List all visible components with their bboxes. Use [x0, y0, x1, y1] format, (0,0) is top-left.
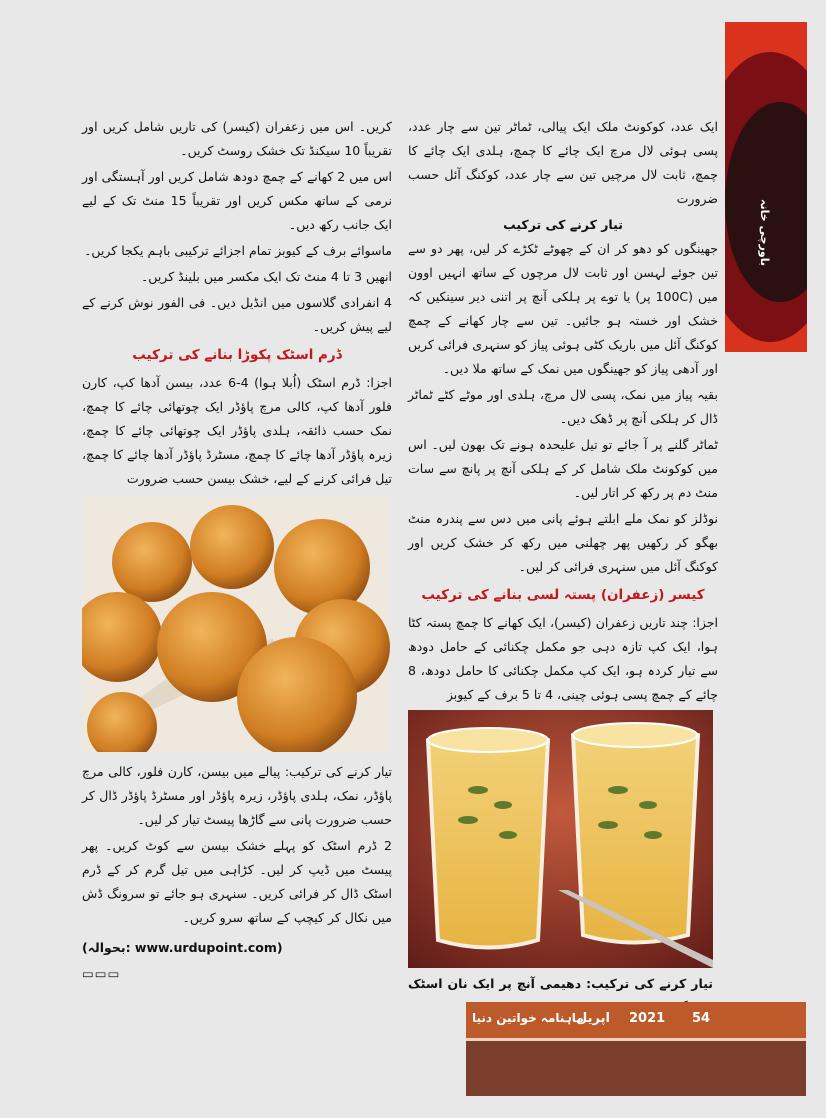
issue-month: اپریل [576, 1011, 610, 1026]
method-paragraph-4: نوڈلز کو نمک ملے ابلتے ہوئے پانی میں دس سے پندرہ منٹ بھگو کر رکھیں پھر چھلنی میں رکھ کر خشک کریں اور کوکنگ آئل میں سنہری فرائی کر لیں۔ [408, 511, 718, 574]
drumstick-step-1: تیار کرنے کی ترکیب: پیالے میں بیسن، کارن فلور، کالی مرچ پاؤڈر، نمک، ہلدی پاؤڈر، زیرہ پاؤڈر اور مسٹرڈ پاؤڈر ڈال کر حسب ضرورت پانی سے گاڑھا پیسٹ تیار کر لیں۔ [82, 764, 392, 827]
section-tab [725, 22, 807, 352]
lassi-method-caption: تیار کرنے کی ترکیب: دھیمی آنچ پر ایک نان اسٹک [408, 976, 713, 991]
drumstick-recipe-title: ڈرم اسٹک پکوڑا بنانے کی ترکیب [132, 347, 342, 363]
drumstick-method [82, 760, 392, 988]
lassi-step-1: کریں۔ اس میں زعفران (کیسر) کی تاریں شامل کریں اور تقریباً 10 سیکنڈ تک خشک روسٹ کریں۔ [82, 119, 392, 158]
lassi-step-3: ماسوائے برف کے کیوبز تمام اجزائے ترکیبی باہم یکجا کریں۔ [84, 243, 392, 258]
end-mark: ▭▭▭ [82, 966, 121, 981]
lassi-step-4: انھیں 3 تا 4 منٹ تک ایک مکسر میں بلینڈ کریں۔ [140, 269, 392, 284]
lassi-step-5: 4 انفرادی گلاسوں میں انڈیل دیں۔ فی الفور نوش کرنے کے لیے پیش کریں۔ [82, 295, 392, 334]
method-paragraph-3: ٹماٹر گلنے پر آ جائے تو تیل علیحدہ ہونے تک بھون لیں۔ اس میں کوکونٹ ملک شامل کر کے ہلکی آنچ پر پانچ سے سات منٹ دم پر رکھ کر اتار لیں۔ [408, 437, 718, 500]
lassi-photo [408, 710, 713, 968]
method-paragraph-2: بقیہ پیاز میں نمک، پسی لال مرچ، ہلدی اور موٹے کٹے ٹماٹر ڈال کر ہلکی آنچ پر ڈھک دیں۔ [408, 387, 718, 426]
source-credit: (بحوالہ: www.urdupoint.com) [82, 940, 283, 955]
page-footer [466, 1002, 806, 1096]
drumstick-step-2: 2 ڈرم اسٹک کو پہلے خشک بیسن سے کوٹ کریں۔ پھر پیسٹ میں ڈیپ کر لیں۔ کڑاہی میں تیل گرم کر کے ڈرم اسٹک ڈال کر فرائی کریں۔ سنہری ہو جائے تو سرونگ ڈش میں نکال کر کیچپ کے ساتھ سرو کریں۔ [82, 838, 392, 925]
lassi-recipe-title: کیسر (زعفران) پستہ لسی بنانے کی ترکیب [421, 587, 705, 603]
drumstick-ingredients: اجزا: ڈرم اسٹک (اُبلا ہوا) 4-6 عدد، بیسن آدھا کپ، کارن فلور آدھا کپ، کالی مرچ پاؤڈر ایک چوتھائی چائے کا چمچ، نمک حسب ذائقہ، ہلدی پاؤڈر ایک چوتھائی چائے کا چمچ، زیرہ پاؤڈر آدھا چائے کا چمچ، مسٹرڈ پاؤڈر آدھا چائے کا چمچ، تیل فرائی کرنے کے لیے، خشک بیسن حسب ضرورت [82, 375, 392, 486]
issue-year: 2021 [629, 1011, 666, 1026]
section-tab-label: باورچی خانہ [758, 198, 771, 266]
drumstick-photo [82, 497, 390, 752]
drumstick-pakora-image [82, 497, 390, 752]
page-number: 54 [692, 1011, 711, 1026]
lassi-glasses-image [408, 710, 713, 968]
method-heading: تیار کرنے کی ترکیب [503, 217, 623, 232]
lassi-ingredients: اجزا: چند تاریں زعفران (کیسر)، ایک کھانے کا چمچ پستہ کٹا ہوا، ایک کپ تازہ دہی جو مکمل چکنائی کے حامل دودھ سے تیار کردہ ہو، ایک کپ مکمل چکنائی کا حامل دودھ، 8 چائے کے چمچ پسی ہوئی چینی، 4 تا 5 برف کے کیوبز [408, 615, 718, 702]
right-column [408, 115, 718, 735]
lassi-step-2: اس میں 2 کھانے کے چمچ دودھ شامل کریں اور آہستگی اور نرمی کے ساتھ مکس کریں اور تقریباً 15 منٹ تک کے لیے ایک جانب رکھ دیں۔ [82, 169, 393, 232]
left-column [82, 115, 392, 493]
ingredients-continued: ایک عدد، کوکونٹ ملک ایک پیالی، ٹماٹر تین سے چار عدد، پسی ہوئی لال مرچ ایک چائے کا چمچ، ہلدی ایک چائے کا چمچ، ثابت لال مرچیں تین سے چار عدد، کوکنگ آئل حسب ضرورت [408, 119, 718, 206]
method-paragraph-1: جھینگوں کو دھو کر ان کے چھوٹے ٹکڑے کر لیں، پھر دو سے تین جوئے لہسن اور ثابت لال مرچوں کے ساتھ انہیں اوون میں (100C پر) یا توے پر ہلکی آنچ پر اتنی دیر سینکیں کہ خشک اور خستہ ہو جائیں۔ تین سے چار کھانے کے چمچ کوکنگ آئل میں باریک کٹی ہوئی پیاز کو سنہری فرائی کریں اور آدھی پیاز کو جھینگوں میں نمک کے ساتھ ملا دیں۔ [408, 241, 718, 376]
magazine-name: ماہنامہ خواتین دنیا [472, 1011, 584, 1025]
